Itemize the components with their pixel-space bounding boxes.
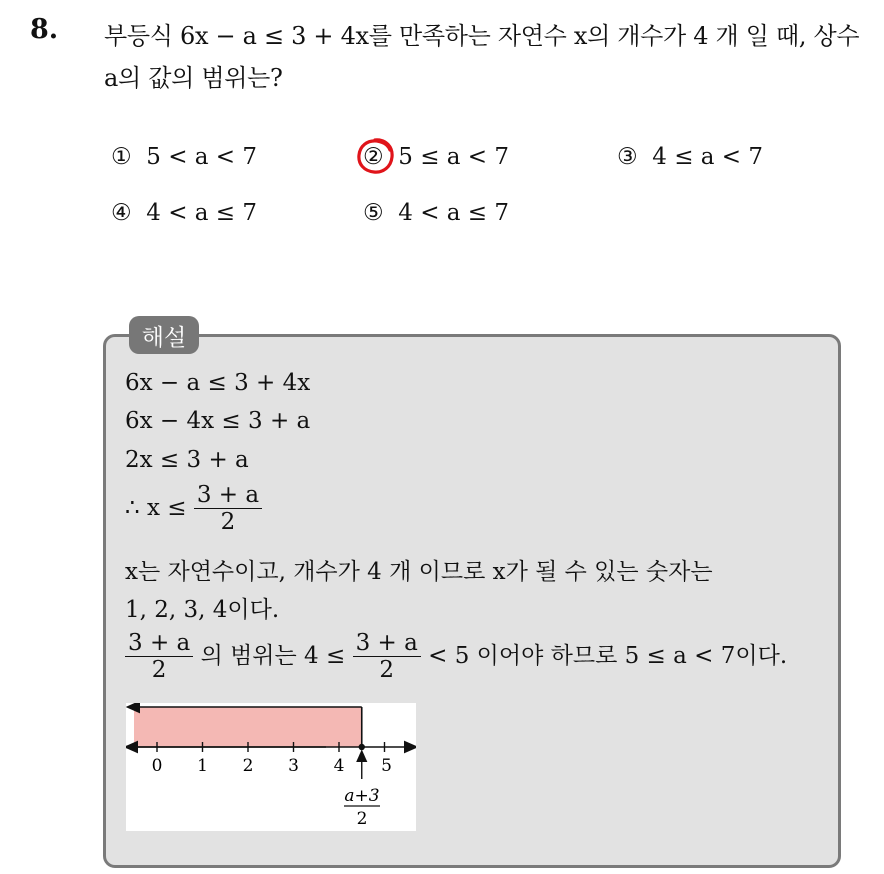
solution-text-2: 1, 2, 3, 4이다. — [125, 597, 280, 623]
number-line-svg — [126, 703, 416, 831]
solution-step-4 — [125, 482, 262, 536]
fraction-range-middle — [353, 630, 421, 684]
fraction-numerator: 3 + a — [125, 630, 193, 657]
solution-tag: 해설 — [129, 316, 199, 354]
fraction-numerator: 3 + a — [353, 630, 421, 657]
choice-3-text: 4 ≤ a < 7 — [652, 144, 764, 170]
choice-3-marker: ③ — [617, 144, 638, 170]
fraction-denominator: 2 — [220, 509, 236, 536]
step4-prefix: ∴ x ≤ — [125, 494, 187, 521]
choice-5[interactable] — [363, 200, 509, 226]
solution-step-3: 2x ≤ 3 + a — [125, 447, 249, 473]
choice-1[interactable] — [111, 144, 257, 170]
choice-2-marker: ② — [363, 144, 384, 170]
solution-step-2: 6x − 4x ≤ 3 + a — [125, 408, 311, 434]
boundary-point — [359, 744, 365, 750]
choice-5-marker: ⑤ — [363, 200, 384, 226]
choice-2-text: 5 ≤ a < 7 — [398, 144, 510, 170]
question-number: 8. — [30, 14, 59, 45]
solution-text-3 — [125, 630, 787, 684]
boundary-label-denominator: 2 — [356, 809, 368, 829]
tick-label-4: 4 — [333, 756, 345, 776]
tick-label-3: 3 — [288, 756, 299, 776]
question-stem-line2: a의 값의 범위는? — [104, 64, 283, 92]
text3-end: < 5 이어야 하므로 5 ≤ a < 7이다. — [428, 642, 788, 669]
question-stem-line1: 부등식 6x − a ≤ 3 + 4x를 만족하는 자연수 x의 개수가 4 개 일 때, 상수 — [104, 22, 860, 50]
fraction-range-left — [125, 630, 193, 684]
selected-answer-circle-mark — [355, 136, 395, 176]
solution-text-1: x는 자연수이고, 개수가 4 개 이므로 x가 될 수 있는 숫자는 — [125, 559, 713, 585]
number-line-figure — [126, 703, 416, 831]
tick-label-1: 1 — [197, 756, 208, 776]
fraction-numerator: 3 + a — [194, 482, 262, 509]
solution-step-1: 6x − a ≤ 3 + 4x — [125, 370, 311, 396]
fraction-denominator: 2 — [151, 657, 167, 684]
tick-label-0: 0 — [151, 756, 163, 776]
boundary-label-numerator: a+3 — [344, 786, 380, 806]
tick-label-5: 5 — [381, 756, 392, 776]
choice-4[interactable] — [111, 200, 257, 226]
choice-5-text: 4 < a ≤ 7 — [398, 200, 510, 226]
choice-4-text: 4 < a ≤ 7 — [146, 200, 258, 226]
tick-label-2: 2 — [242, 756, 254, 776]
text3-mid: 의 범위는 4 ≤ — [200, 642, 346, 669]
choice-3[interactable] — [617, 144, 763, 170]
choice-4-marker: ④ — [111, 200, 132, 226]
fraction-step4 — [194, 482, 262, 536]
choice-1-text: 5 < a < 7 — [146, 144, 258, 170]
solution-region-shading — [134, 707, 362, 747]
choice-1-marker: ① — [111, 144, 132, 170]
fraction-denominator: 2 — [379, 657, 395, 684]
